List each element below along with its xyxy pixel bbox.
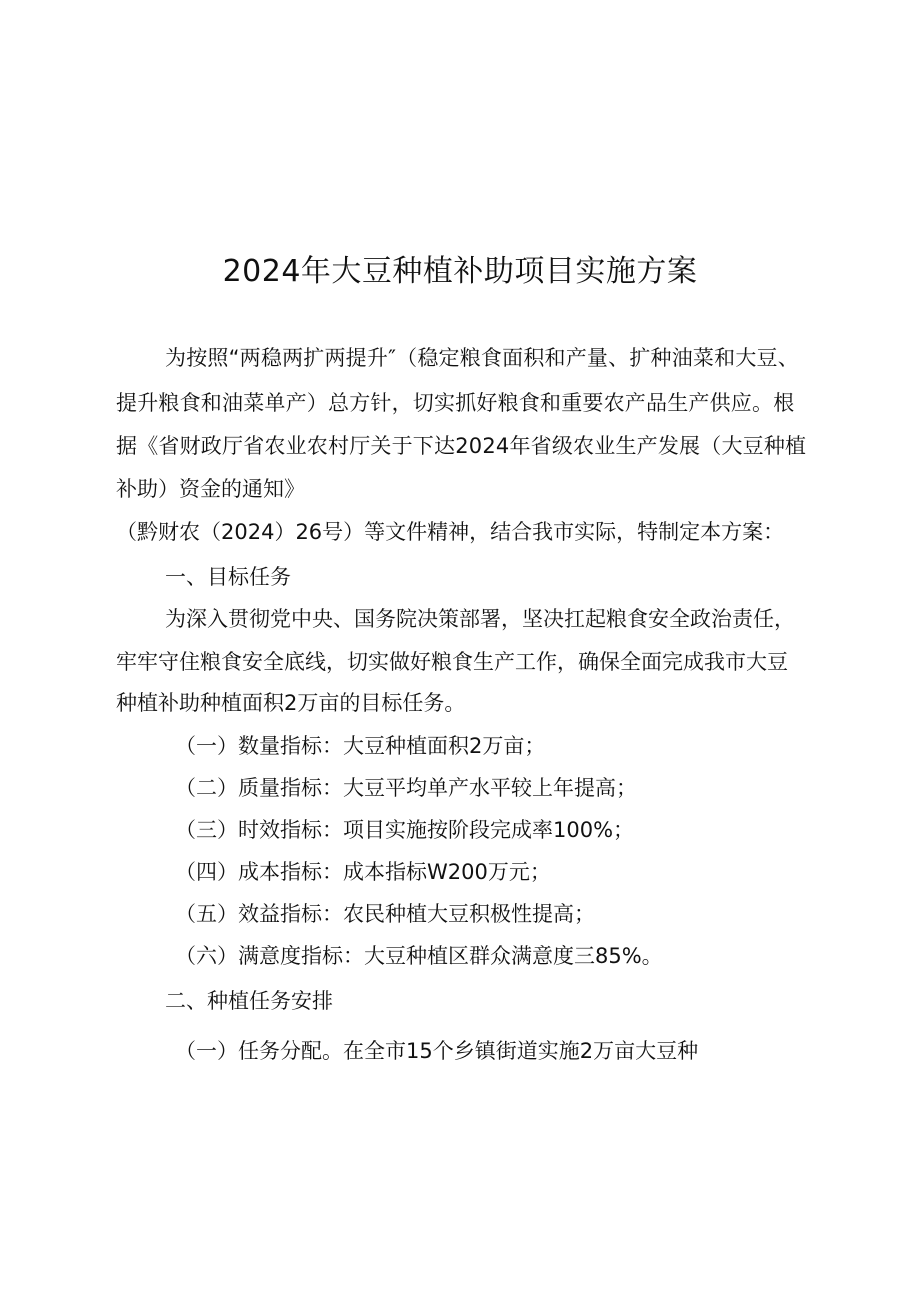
indicator-item: （六）满意度指标：大豆种植区群众满意度三85%。 — [175, 944, 663, 968]
indicator-item: （二）质量指标：大豆平均单产水平较上年提高； — [175, 776, 637, 800]
paragraph-line: （黔财农（2024）26号）等文件精神，结合我市实际，特制定本方案： — [116, 520, 785, 544]
paragraph-line: 提升粮食和油菜单产）总方针，切实抓好粮食和重要农产品生产供应。根 — [116, 391, 795, 415]
paragraph-line: 种植补助种植面积2万亩的目标任务。 — [116, 691, 466, 715]
indicator-item: （五）效益指标：农民种植大豆积极性提高； — [175, 902, 595, 926]
section-heading-goals: 一、目标任务 — [165, 565, 291, 589]
paragraph-line: 补助）资金的通知》 — [116, 477, 305, 501]
indicator-item: （四）成本指标：成本指标W200万元； — [175, 860, 551, 884]
section-heading-planting: 二、种植任务安排 — [165, 989, 333, 1013]
paragraph-line: 牢牢守住粮食安全底线，切实做好粮食生产工作，确保全面完成我市大豆 — [116, 650, 788, 674]
indicator-item: （一）数量指标：大豆种植面积2万亩； — [175, 734, 546, 758]
paragraph-line: 为按照“两稳两扩两提升″（稳定粮食面积和产量、扩种油菜和大豆、 — [165, 346, 799, 370]
document-title: 2024年大豆种植补助项目实施方案 — [222, 254, 698, 289]
paragraph-line: （一）任务分配。在全市15个乡镇街道实施2万亩大豆种 — [175, 1039, 699, 1063]
indicator-item: （三）时效指标：项目实施按阶段完成率100%； — [175, 818, 635, 842]
paragraph-line: 为深入贯彻党中央、国务院决策部署，坚决扛起粮食安全政治责任， — [165, 607, 795, 631]
paragraph-line: 据《省财政厅省农业农村厅关于下达2024年省级农业生产发展（大豆种植 — [116, 434, 807, 458]
